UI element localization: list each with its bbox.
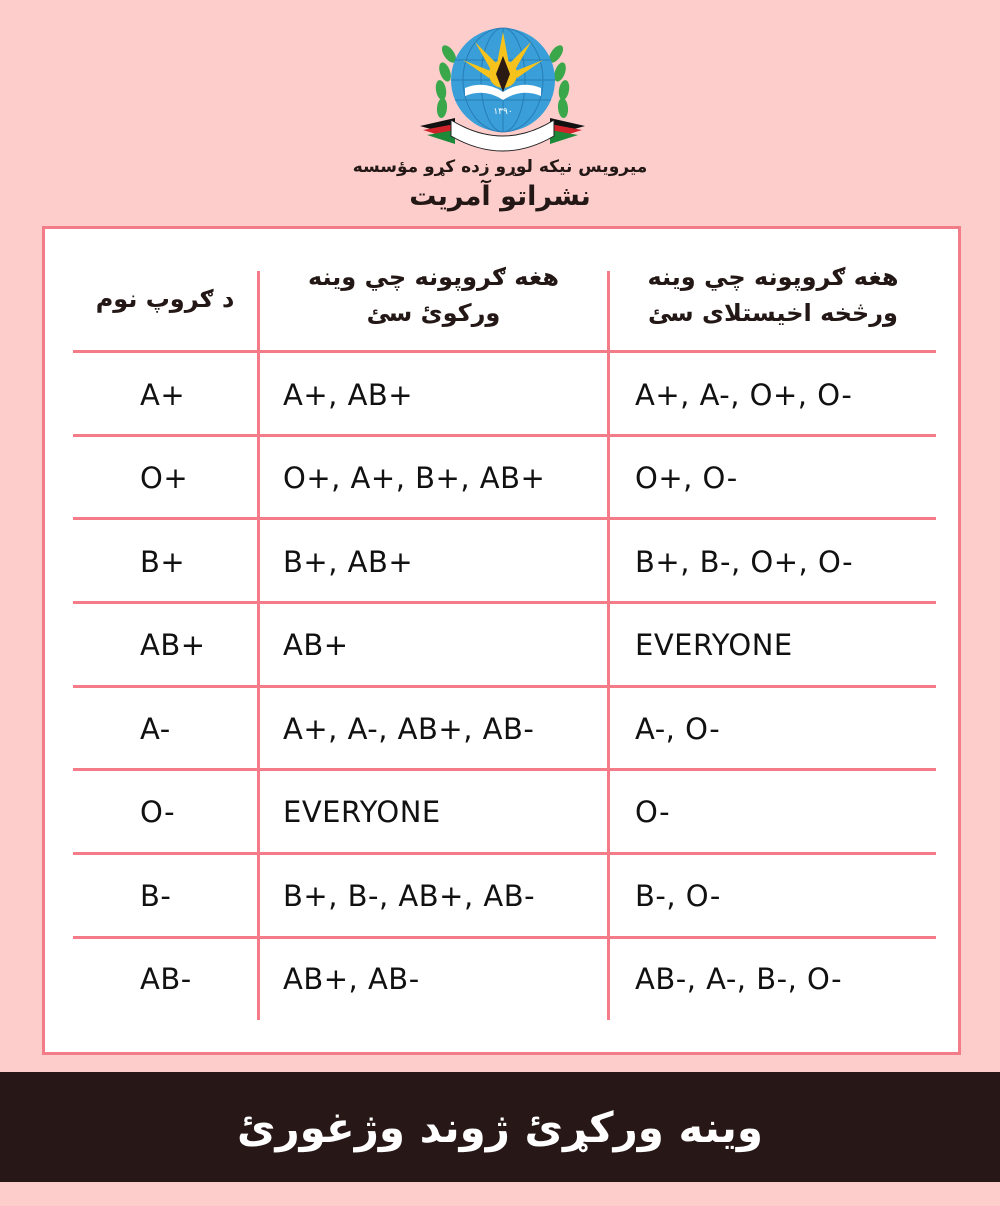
- receive-from-cell: A+, A-, O+, O-: [635, 378, 853, 412]
- receive-from-cell: O-: [635, 795, 671, 829]
- column-header-can-receive-from: هغه ګروپونه چي وینه ورڅخه اخیستلای سئ: [647, 263, 899, 327]
- group-cell: B+: [140, 545, 186, 579]
- row-divider: [73, 350, 936, 353]
- give-to-cell: AB+: [283, 628, 349, 662]
- receive-from-cell: A-, O-: [635, 712, 721, 746]
- group-cell: B-: [140, 879, 172, 913]
- row-divider: [73, 517, 936, 520]
- institute-logo: [415, 2, 590, 154]
- footer-banner: [0, 1072, 1000, 1182]
- give-to-cell: O+, A+, B+, AB+: [283, 461, 546, 495]
- row-divider: [73, 601, 936, 604]
- receive-from-cell: B+, B-, O+, O-: [635, 545, 854, 579]
- row-divider: [73, 768, 936, 771]
- give-to-cell: A+, A-, AB+, AB-: [283, 712, 535, 746]
- organization-name: میرویس نیکه لوړو زده کړو مؤسسه: [352, 157, 648, 177]
- give-to-cell: B+, B-, AB+, AB-: [283, 879, 536, 913]
- group-cell: O-: [140, 795, 176, 829]
- svg-text:۱۳۹۰: ۱۳۹۰: [493, 107, 513, 117]
- blood-compatibility-table: [42, 226, 961, 1055]
- group-cell: O+: [140, 461, 189, 495]
- group-cell: A-: [140, 712, 171, 746]
- institute-emblem-icon: [415, 2, 590, 154]
- receive-from-cell: O+, O-: [635, 461, 738, 495]
- give-to-cell: A+, AB+: [283, 378, 414, 412]
- group-cell: A+: [140, 378, 186, 412]
- column-header-group-name: د ګروپ نوم: [95, 285, 235, 313]
- row-divider: [73, 434, 936, 437]
- group-cell: AB-: [140, 962, 192, 996]
- receive-from-cell: EVERYONE: [635, 628, 793, 662]
- receive-from-cell: B-, O-: [635, 879, 721, 913]
- row-divider: [73, 852, 936, 855]
- give-to-cell: EVERYONE: [283, 795, 441, 829]
- receive-from-cell: AB-, A-, B-, O-: [635, 962, 843, 996]
- column-divider: [257, 271, 260, 1020]
- give-to-cell: B+, AB+: [283, 545, 414, 579]
- column-header-can-give-to: هغه ګروپونه چي وینه ورکوئ سئ: [307, 263, 560, 327]
- column-divider: [607, 271, 610, 1020]
- department-name: نشراتو آمریت: [409, 181, 591, 212]
- row-divider: [73, 936, 936, 939]
- group-cell: AB+: [140, 628, 206, 662]
- row-divider: [73, 685, 936, 688]
- give-to-cell: AB+, AB-: [283, 962, 420, 996]
- footer-slogan: وینه ورکړئ ژوند وژغورئ: [237, 1102, 763, 1152]
